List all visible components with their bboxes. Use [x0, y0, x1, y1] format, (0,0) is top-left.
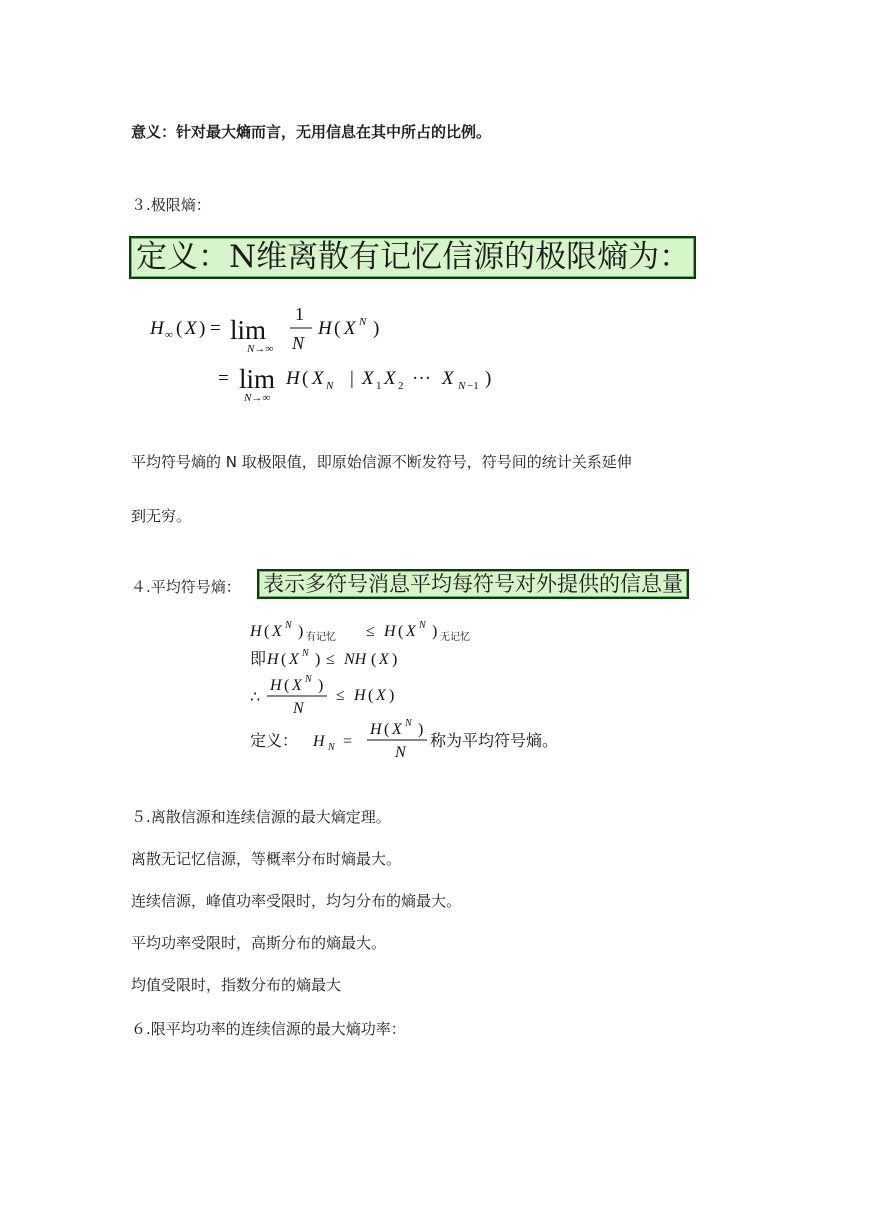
svg-text:N: N	[305, 674, 312, 685]
lim-subscript-1: N→∞	[247, 343, 274, 355]
section5-line: 离散无记忆信源，等概率分布时熵最大。	[131, 850, 402, 868]
svg-text:): )	[315, 651, 321, 668]
svg-text:(: (	[284, 677, 290, 694]
average-symbol-entropy-formulas	[240, 612, 640, 768]
limit-entropy-formula	[140, 296, 540, 412]
svg-text:H: H	[318, 318, 332, 339]
svg-text:(: (	[398, 623, 404, 640]
svg-text:X: X	[392, 721, 402, 738]
svg-text:=: =	[343, 733, 353, 750]
svg-text:=: =	[210, 318, 221, 339]
svg-text:1: 1	[295, 304, 304, 324]
svg-text:N: N	[326, 380, 334, 392]
svg-text:X: X	[185, 318, 197, 339]
svg-text:N: N	[458, 380, 466, 392]
svg-text:): )	[418, 721, 424, 738]
svg-text:): )	[298, 623, 304, 640]
svg-text:X: X	[376, 687, 386, 704]
svg-text:X: X	[379, 651, 389, 668]
svg-text:(: (	[371, 651, 377, 668]
svg-text:(: (	[281, 651, 287, 668]
svg-text:∞: ∞	[165, 329, 173, 341]
svg-text:X: X	[442, 368, 454, 389]
svg-text:): )	[392, 651, 398, 668]
svg-text:(: (	[384, 721, 390, 738]
section4-definition-box: 表示多符号消息平均每符号对外提供的信息量	[257, 569, 689, 599]
definition-prefix: 定义：	[250, 733, 299, 750]
svg-text:(: (	[176, 318, 183, 339]
svg-text:NH: NH	[344, 651, 367, 668]
meaning-line: 意义：针对最大熵而言，无用信息在其中所占的比例。	[131, 123, 492, 141]
svg-text:X: X	[292, 677, 302, 694]
definition-suffix: 称为平均符号熵。	[430, 733, 559, 750]
subscript-memory: 有记忆	[306, 632, 336, 643]
svg-text:): )	[389, 687, 395, 704]
section5-heading: ５.离散信源和连续信源的最大熵定理。	[131, 808, 391, 826]
svg-text:(: (	[334, 318, 341, 339]
svg-text:X: X	[406, 623, 416, 640]
section5-line: 均值受限时，指数分布的熵最大	[131, 976, 342, 994]
section6-heading: ６.限平均功率的连续信源的最大熵功率：	[131, 1020, 406, 1038]
svg-text:N→∞: N→∞	[244, 392, 271, 404]
svg-text:≤: ≤	[366, 623, 375, 640]
svg-text:N: N	[359, 316, 367, 328]
section3-heading: ３.极限熵：	[131, 196, 211, 214]
subscript-memoryless: 无记忆	[440, 632, 470, 643]
svg-text:H: H	[384, 623, 396, 640]
svg-text:=: =	[218, 368, 229, 389]
section3-explain-line1: 平均符号熵的 N 取极限值，即原始信源不断发符号，符号间的统计关系延伸	[131, 453, 632, 471]
section5-line: 连续信源，峰值功率受限时，均匀分布的熵最大。	[131, 892, 462, 910]
section3-explain-line2: 到无穷。	[131, 507, 192, 525]
svg-text:): )	[432, 623, 438, 640]
svg-text:): )	[318, 677, 324, 694]
svg-text:X: X	[344, 318, 356, 339]
svg-text:H: H	[150, 318, 164, 339]
svg-text:): )	[373, 318, 380, 339]
svg-text:H: H	[286, 368, 300, 389]
svg-text:N: N	[293, 700, 304, 717]
section5-line: 平均功率受限时，高斯分布的熵最大。	[131, 934, 387, 952]
svg-text:H: H	[354, 687, 366, 704]
svg-text:N: N	[285, 620, 292, 631]
svg-text:N: N	[395, 744, 406, 761]
lim-operator-1: lim	[230, 315, 267, 345]
svg-text:N: N	[419, 620, 426, 631]
svg-text:N: N	[302, 648, 309, 659]
svg-text:−1: −1	[467, 380, 479, 392]
svg-text:X: X	[312, 368, 324, 389]
svg-text:N: N	[292, 333, 305, 353]
svg-text:): )	[199, 318, 206, 339]
svg-text:H: H	[267, 651, 279, 668]
svg-text:): )	[485, 368, 492, 389]
formula-prefix-ji: 即	[250, 651, 267, 668]
section4-heading: ４.平均符号熵：	[131, 578, 241, 596]
svg-text:(: (	[368, 687, 374, 704]
svg-text:2: 2	[398, 380, 404, 392]
svg-text:X: X	[289, 651, 299, 668]
svg-text:H: H	[270, 677, 282, 694]
svg-text:H: H	[370, 721, 382, 738]
svg-text:N: N	[405, 718, 412, 729]
svg-text:(: (	[264, 623, 270, 640]
svg-text:(: (	[302, 368, 309, 389]
svg-text:X: X	[272, 623, 282, 640]
svg-text:≤: ≤	[336, 687, 345, 704]
svg-text:lim: lim	[239, 364, 276, 394]
svg-text:X: X	[362, 368, 374, 389]
svg-text:H: H	[250, 623, 262, 640]
svg-text:N: N	[328, 742, 335, 753]
svg-text:H: H	[313, 733, 325, 750]
svg-text:···: ···	[412, 368, 431, 389]
svg-text:1: 1	[376, 380, 382, 392]
svg-text:≤: ≤	[326, 651, 335, 668]
therefore-symbol: ∴	[250, 689, 261, 706]
svg-text:|: |	[350, 368, 354, 389]
section3-definition-box: 定义：N维离散有记忆信源的极限熵为：	[129, 236, 696, 279]
svg-text:X: X	[384, 368, 396, 389]
